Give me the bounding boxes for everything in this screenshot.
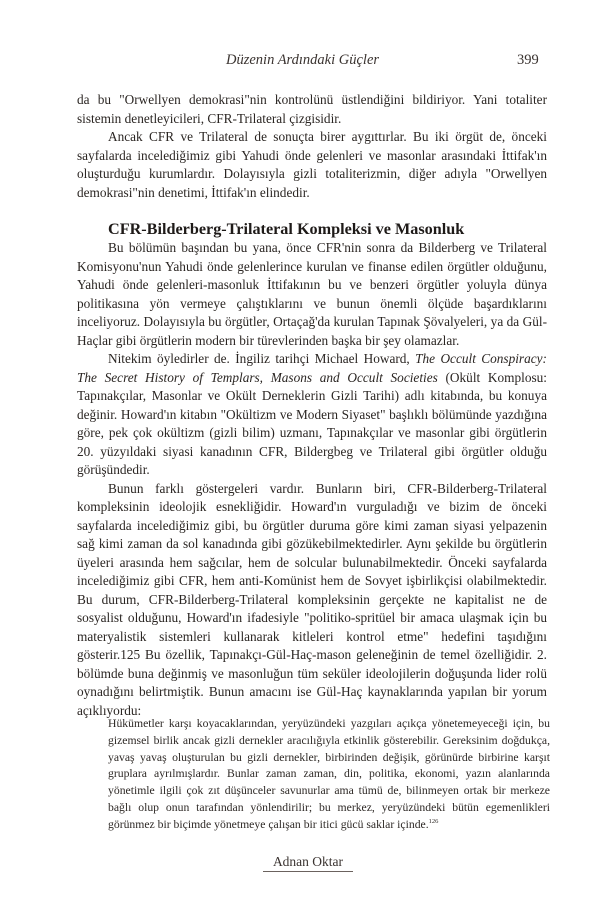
section-heading: CFR-Bilderberg-Trilateral Kompleksi ve Masonluk [108,220,465,238]
running-title: Düzenin Ardındaki Güçler [226,52,380,68]
paragraph-with-citation [77,350,547,480]
paragraph-text: (Okült Komplosu: Tapınakçılar, Masonlar ve Okült Derneklerin Gizli Tarihi) adlı kitabında, bu konuya değinir. Howard'ın kitabın "Okültizm ve Modern Siyaset" başlıklı bölümünde yazdığına göre, pek çok okültizm (gizli bilim) uzmanı, Tapınakçılar ve masonlar gibi örgütlerin 20. yüzyıldaki siyasi kanadının CFR, Bildergbeg ve Trilateral gibi örgütler olduğu görüşündedir. [77,369,547,477]
paragraph: Bunun farklı göstergeleri vardır. Bunların biri, CFR-Bilderberg-Trilateral kompleksinin ideolojik esnekliğidir. Howard'ın vurguladığı ve bizim de önceki sayfalarda incelediğimiz gibi, bu örgütler duruma göre kimi zaman siyasi yelpazenin sağ kimi zaman da sol kanadında gibi gözükebilmektedirler. Aynı şekilde bu örgütlerin üyeleri arasında hem sağcılar, hem de solcular bulunabilmektedir. Önceki sayfalarda incelediğimiz gibi CFR, hem anti-Komünist hem de Sovyet işbirlikçisi olabilmektedir. Bu durum, CFR-Bilderberg-Trilateral kompleksinin gerçekte ne kapitalist ne de sosyalist olduğunu, Howard'ın ifadesiyle "politiko-spritüel bir amaca ulaşmak için bu materyalistik sistemleri kullanarak kitleleri kontrol etme" hedefini taşıdığını gösterir.125 Bu özellik, Tapınakçı-Gül-Haç-mason geleneğinin de temel özelliğidir. 2. bölümde buna değinmiş ve masonluğun tüm seküler ideolojilerin doğuşunda lider rolü oynadığını belirtmiştik. Bunun amacını ise Gül-Haç kaynaklarında yapılan bir yorum açıklıyordu: [77,480,547,718]
paragraph-text: Nitekim öyledirler de. İngiliz tarihçi Michael Howard, [108,351,416,366]
page-footer [0,853,616,872]
footnote-reference: 126 [428,817,439,825]
running-head [0,52,616,72]
paragraph: Bu bölümün başından bu yana, önce CFR'nin sonra da Bilderberg ve Trilateral Komisyonu'nun Yahudi önde gelenlerince kurulan ve finanse edilen örgütler olduğunu, Yahudi önde gelenleri-masonluk İttifakının bu ve benzeri örgütler yoluyla dünya politikasına yön vermeye çalıştıklarını ve bunun önemli ölçüde başardıklarını inceliyoruz. Dolayısıyla bu örgütler, Ortaçağ'da kurulan Tapınak Şövalyeleri, ya da Gül-Haçlar gibi örgütlerin modern bir türevlerinden başka bir şey olamazlar. [77,240,547,348]
footer-author: Adnan Oktar [263,854,353,872]
body-text [77,91,547,720]
paragraph-continuation: da bu "Orwellyen demokrasi"nin kontrolünü üstlendiğini bildiriyor. Yani totaliter sistemin denetleyicileri, CFR-Trilateral çizgisidir. [77,92,547,126]
paragraph: Ancak CFR ve Trilateral de sonuçta birer aygıttırlar. Bu iki örgüt de, önceki sayfalarda incelediğimiz gibi Yahudi önde gelenleri ve masonlar arasındaki İttifak'ın oluşturduğu kurumlardır. Dolayısıyla gizli totaliterizmin, diğer adıyla "Orwellyen demokrasi"nin denetimi, İttifak'ın elindedir. [77,129,547,200]
block-quote [108,716,550,834]
book-title: The Occult Conspiracy: The Secret History of Templars, Masons and Occult Societies [77,351,547,385]
quote-text: Hükümetler karşı koyacaklarından, yeryüzündeki yazgıları açıkça yönetemeyeceği için, bu gizemsel birlik ancak gizli dernekler aracılığıyla etkinlik gösterebilir. Gereksinim doğdukça, yavaş yavaş oluşturulan bu gizli dernekler, birbirinden değişik, görünürde birbirine karşıt gruplara ayrılmışlardır. Bunlar zaman zaman, din, politika, ekonomi, yazın alanlarında yönetimle ilgili çok zıt düşünceler savunurlar ama tümü de, bilinmeyen ortak bir merkeze bağlı olup onun tarafından yönlendirilir; bu merkez, yeryüzündeki bütün egemenlikleri görünmez bir biçimde yönetmeye çalışan bir itici gücü saklar içinde. [108,717,550,831]
page-number: 399 [517,52,539,68]
